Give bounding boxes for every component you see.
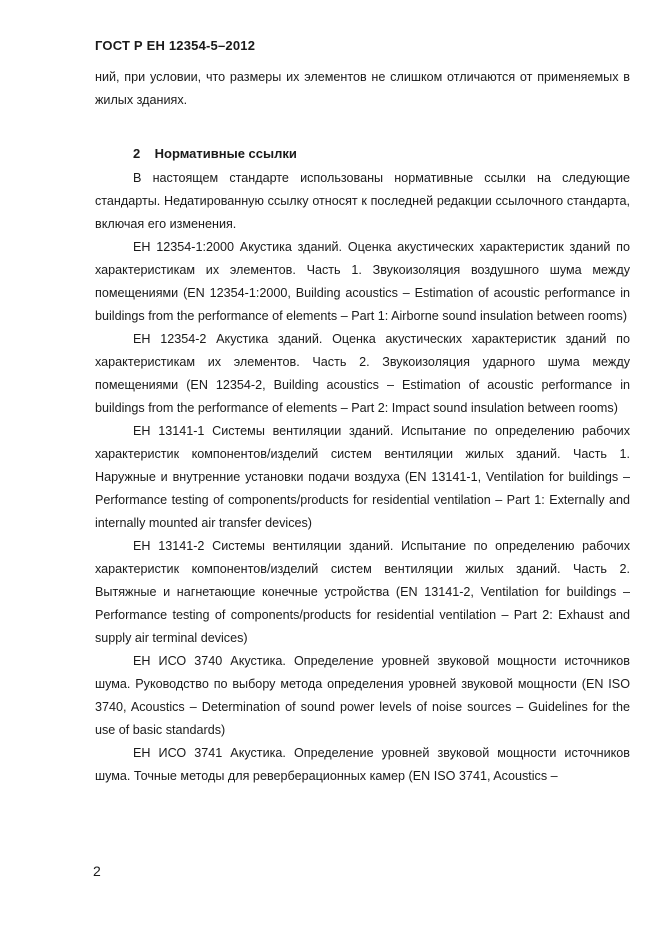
section-heading bbox=[95, 142, 630, 165]
page-number: 2 bbox=[93, 863, 101, 879]
reference-en-12354-2: ЕН 12354-2 Акустика зданий. Оценка акустических характеристик зданий по характеристикам их элементов. Часть 2. Звукоизоляция ударного шума между помещениями (EN 12354-2, Building acoustics – Estimation of acoustic performance in buildings from the performance of elements – Part 2: Impact sound insulation between rooms) bbox=[95, 332, 630, 415]
section-title: Нормативные ссылки bbox=[154, 146, 297, 161]
reference-en-iso-3741: ЕН ИСО 3741 Акустика. Определение уровней звуковой мощности источников шума. Точные методы для реверберационных камер (EN ISO 3741, Acoustics – bbox=[95, 746, 630, 783]
reference-en-12354-1: ЕН 12354-1:2000 Акустика зданий. Оценка акустических характеристик зданий по характеристикам их элементов. Часть 1. Звукоизоляция воздушного шума между помещениями (EN 12354-1:2000, Building acoustics – Estimation of acoustic performance in buildings from the performance of elements – Part 1: Airborne sound insulation between rooms) bbox=[95, 240, 630, 323]
continuation-paragraph: ний, при условии, что размеры их элементов не слишком отличаются от применяемых в жилых зданиях. bbox=[95, 70, 630, 107]
intro-paragraph: В настоящем стандарте использованы нормативные ссылки на следующие стандарты. Недатированную ссылку относят к последней редакции ссылочного стандарта, включая его изменения. bbox=[95, 171, 630, 231]
reference-en-iso-3740: ЕН ИСО 3740 Акустика. Определение уровней звуковой мощности источников шума. Руководство по выбору метода определения уровней звуковой мощности (EN ISO 3740, Acoustics – Determination of sound power levels of noise sources – Guidelines for the use of basic standards) bbox=[95, 654, 630, 737]
document-body bbox=[95, 66, 630, 788]
section-spacer bbox=[95, 112, 630, 142]
reference-en-13141-2: ЕН 13141-2 Системы вентиляции зданий. Испытание по определению рабочих характеристик компонентов/изделий систем вентиляции жилых зданий. Часть 2. Вытяжные и нагнетающие конечные устройства (EN 13141-2, Ventilation for buildings – Performance testing of components/products for residential ventilation – Part 2: Exhaust and supply air terminal devices) bbox=[95, 539, 630, 645]
section-number: 2 bbox=[133, 146, 141, 161]
document-header: ГОСТ Р ЕН 12354-5–2012 bbox=[95, 38, 256, 53]
reference-en-13141-1: ЕН 13141-1 Системы вентиляции зданий. Испытание по определению рабочих характеристик компонентов/изделий систем вентиляции жилых зданий. Часть 1. Наружные и внутренние установки подачи воздуха (EN 13141-1, Ventilation for buildings – Performance testing of components/products for residential ventilation – Part 1: Externally and internally mounted air transfer devices) bbox=[95, 424, 630, 530]
